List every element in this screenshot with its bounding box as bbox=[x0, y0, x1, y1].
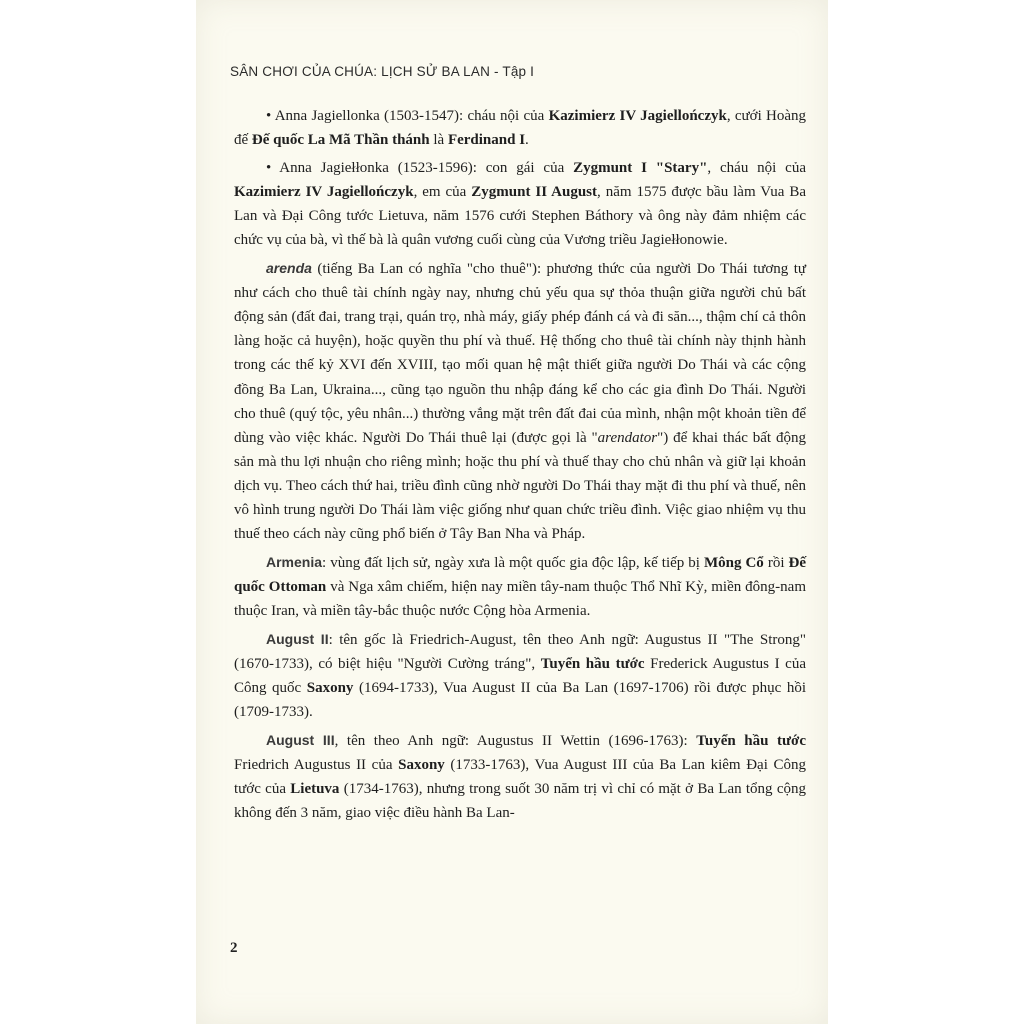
glossary-entry-anna-1523: • Anna Jagiełłonka (1523-1596): con gái của Zygmunt I "Stary", cháu nội của Kazimierz IV Jagiellończyk, em của Zygmunt II August, năm 1575 được bầu làm Vua Ba Lan và Đại Công tước Lietuva, năm 1576 cưới Stephen Báthory và ông này đảm nhiệm các chức vụ của bà, vì thế bà là quân vương cuối cùng của Vương triều Jagiełłonowie. bbox=[234, 160, 806, 249]
glossary-term: Armenia bbox=[266, 553, 323, 570]
glossary-entry-anna-1503: • Anna Jagiellonka (1503-1547): cháu nội của Kazimierz IV Jagiellończyk, cưới Hoàng đế Đế quốc La Mã Thần thánh là Ferdinand I. bbox=[234, 108, 806, 149]
glossary-term: arenda bbox=[266, 260, 312, 277]
running-head: SÂN CHƠI CỦA CHÚA: LỊCH SỬ BA LAN - Tập I bbox=[230, 64, 535, 79]
glossary-entry-august-ii: August II: tên gốc là Friedrich-August, tên theo Anh ngữ: Augustus II "The Strong" (1670-1733), có biệt hiệu "Người Cường tráng", Tuyển hầu tước Frederick Augustus I của Công quốc Saxony (1694-1733), Vua August II của Ba Lan (1697-1706) rồi được phục hồi (1709-1733). bbox=[234, 630, 806, 721]
glossary-term: August II bbox=[266, 630, 329, 647]
glossary-entry-armenia: Armenia: vùng đất lịch sử, ngày xưa là một quốc gia độc lập, kế tiếp bị Mông Cổ rồi Đế quốc Ottoman và Nga xâm chiếm, hiện nay miền tây-nam thuộc Thổ Nhĩ Kỳ, miền đông-nam thuộc Iran, và miền tây-bắc thuộc nước Cộng hòa Armenia. bbox=[234, 553, 806, 619]
glossary-entry-august-iii: August III, tên theo Anh ngữ: Augustus II Wettin (1696-1763): Tuyển hầu tước Friedrich Augustus II của Saxony (1733-1763), Vua August III của Ba Lan kiêm Đại Công tước của Lietuva (1734-1763), nhưng trong suốt 30 năm trị vì chỉ có mặt ở Ba Lan tổng cộng không đến 3 năm, giao việc điều hành Ba Lan- bbox=[234, 732, 806, 822]
page-number: 2 bbox=[230, 940, 238, 956]
glossary-term: August III bbox=[266, 732, 335, 749]
book-page bbox=[196, 0, 828, 1024]
glossary-body bbox=[234, 104, 806, 829]
glossary-entry-arenda: arenda (tiếng Ba Lan có nghĩa "cho thuê"): phương thức của người Do Thái tương tự như cách cho thuê tài chính ngày nay, nhưng chủ yếu qua sự thỏa thuận giữa người chủ bất động sản (đất đai, trang trại, quán trọ, nhà máy, giấy phép đánh cá và đi săn..., thậm chí cả thôn làng hoặc cả huyện), hoặc quyền thu phí và thuế. Hệ thống cho thuê tài chính này thịnh hành trong các thế kỷ XVI đến XVIII, tạo mối quan hệ mật thiết giữa người Do Thái và các cộng đồng Ba Lan, Ukraina..., cũng tạo nguồn thu nhập đáng kể cho các gia đình Do Thái. Người cho thuê (quý tộc, yêu nhân...) thường vắng mặt trên đất đai của mình, nhận một khoản tiền để dùng vào việc khác. Người Do Thái thuê lại (được gọi là "arendator") để khai thác bất động sản mà thu lợi nhuận cho riêng mình; hoặc thu phí và thuế thay cho chủ nhân và giữ lại khoản dịch vụ. Theo cách thứ hai, triều đình cũng nhờ người Do Thái thay mặt đi thu phí và thuế, nên vô hình trung người Do Thái làm việc giống như quan chức triều đình. Việc giao nhiệm vụ thu thuế theo cách này cũng phổ biến ở Tây Ban Nha và Pháp. bbox=[234, 260, 806, 542]
